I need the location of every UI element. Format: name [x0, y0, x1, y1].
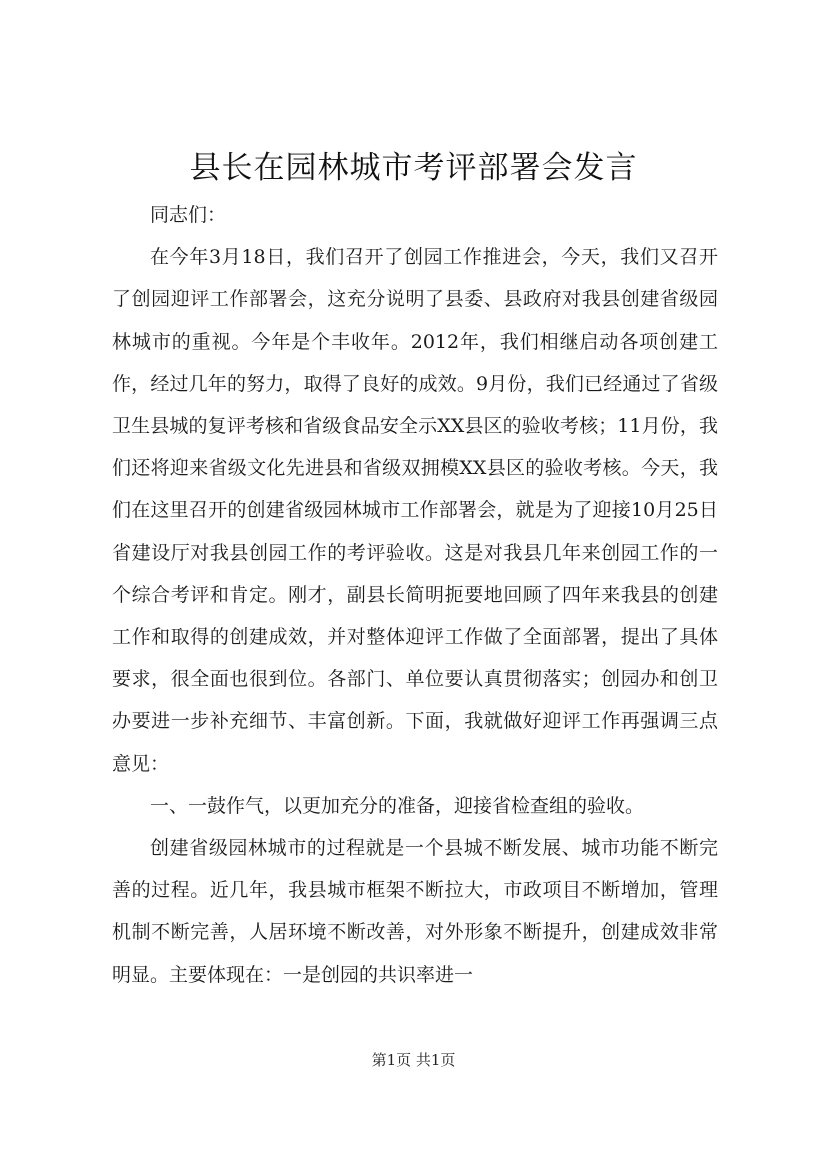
section-heading-1: 一、一鼓作气，以更加充分的准备，迎接省检查组的验收。 — [150, 794, 645, 817]
document-body — [112, 194, 718, 996]
salutation: 同志们： — [150, 204, 227, 226]
document-title: 县长在园林城市考评部署会发言 — [189, 150, 638, 186]
page-footer: 第1页 共1页 — [371, 1051, 456, 1069]
paragraph-intro: 在今年3月18日，我们召开了创园工作推进会，今天，我们又召开了创园迎评工作部署会，这充分说明了县委、县政府对我县创建省级园林城市的重视。今年是个丰收年。2012年，我们相继启动各项创建工作，经过几年的努力，取得了良好的成效。9月份，我们已经通过了省级卫生县城的复评考核和省级食品安全示XX县区的验收考核；11月份，我们还将迎来省级文化先进县和省级双拥模XX县区的验收考核。今天，我们在这里召开的创建省级园林城市工作部署会，就是为了迎接10月25日省建设厅对我县创园工作的考评验收。这是对我县几年来创园工作的一个综合考评和肯定。刚才，副县长简明扼要地回顾了四年来我县的创建工作和取得的创建成效，并对整体迎评工作做了全面部署，提出了具体要求，很全面也很到位。各部门、单位要认真贯彻落实；创园办和创卫办要进一步补充细节、丰富创新。下面，我就做好迎评工作再强调三点意见： — [112, 246, 718, 775]
paragraph-section-1: 创建省级园林城市的过程就是一个县城不断发展、城市功能不断完善的过程。近几年，我县城市框架不断拉大，市政项目不断增加，管理机制不断完善，人居环境不断改善，对外形象不断提升，创建成效非常明显。主要体现在：一是创园的共识率进一 — [112, 837, 718, 986]
